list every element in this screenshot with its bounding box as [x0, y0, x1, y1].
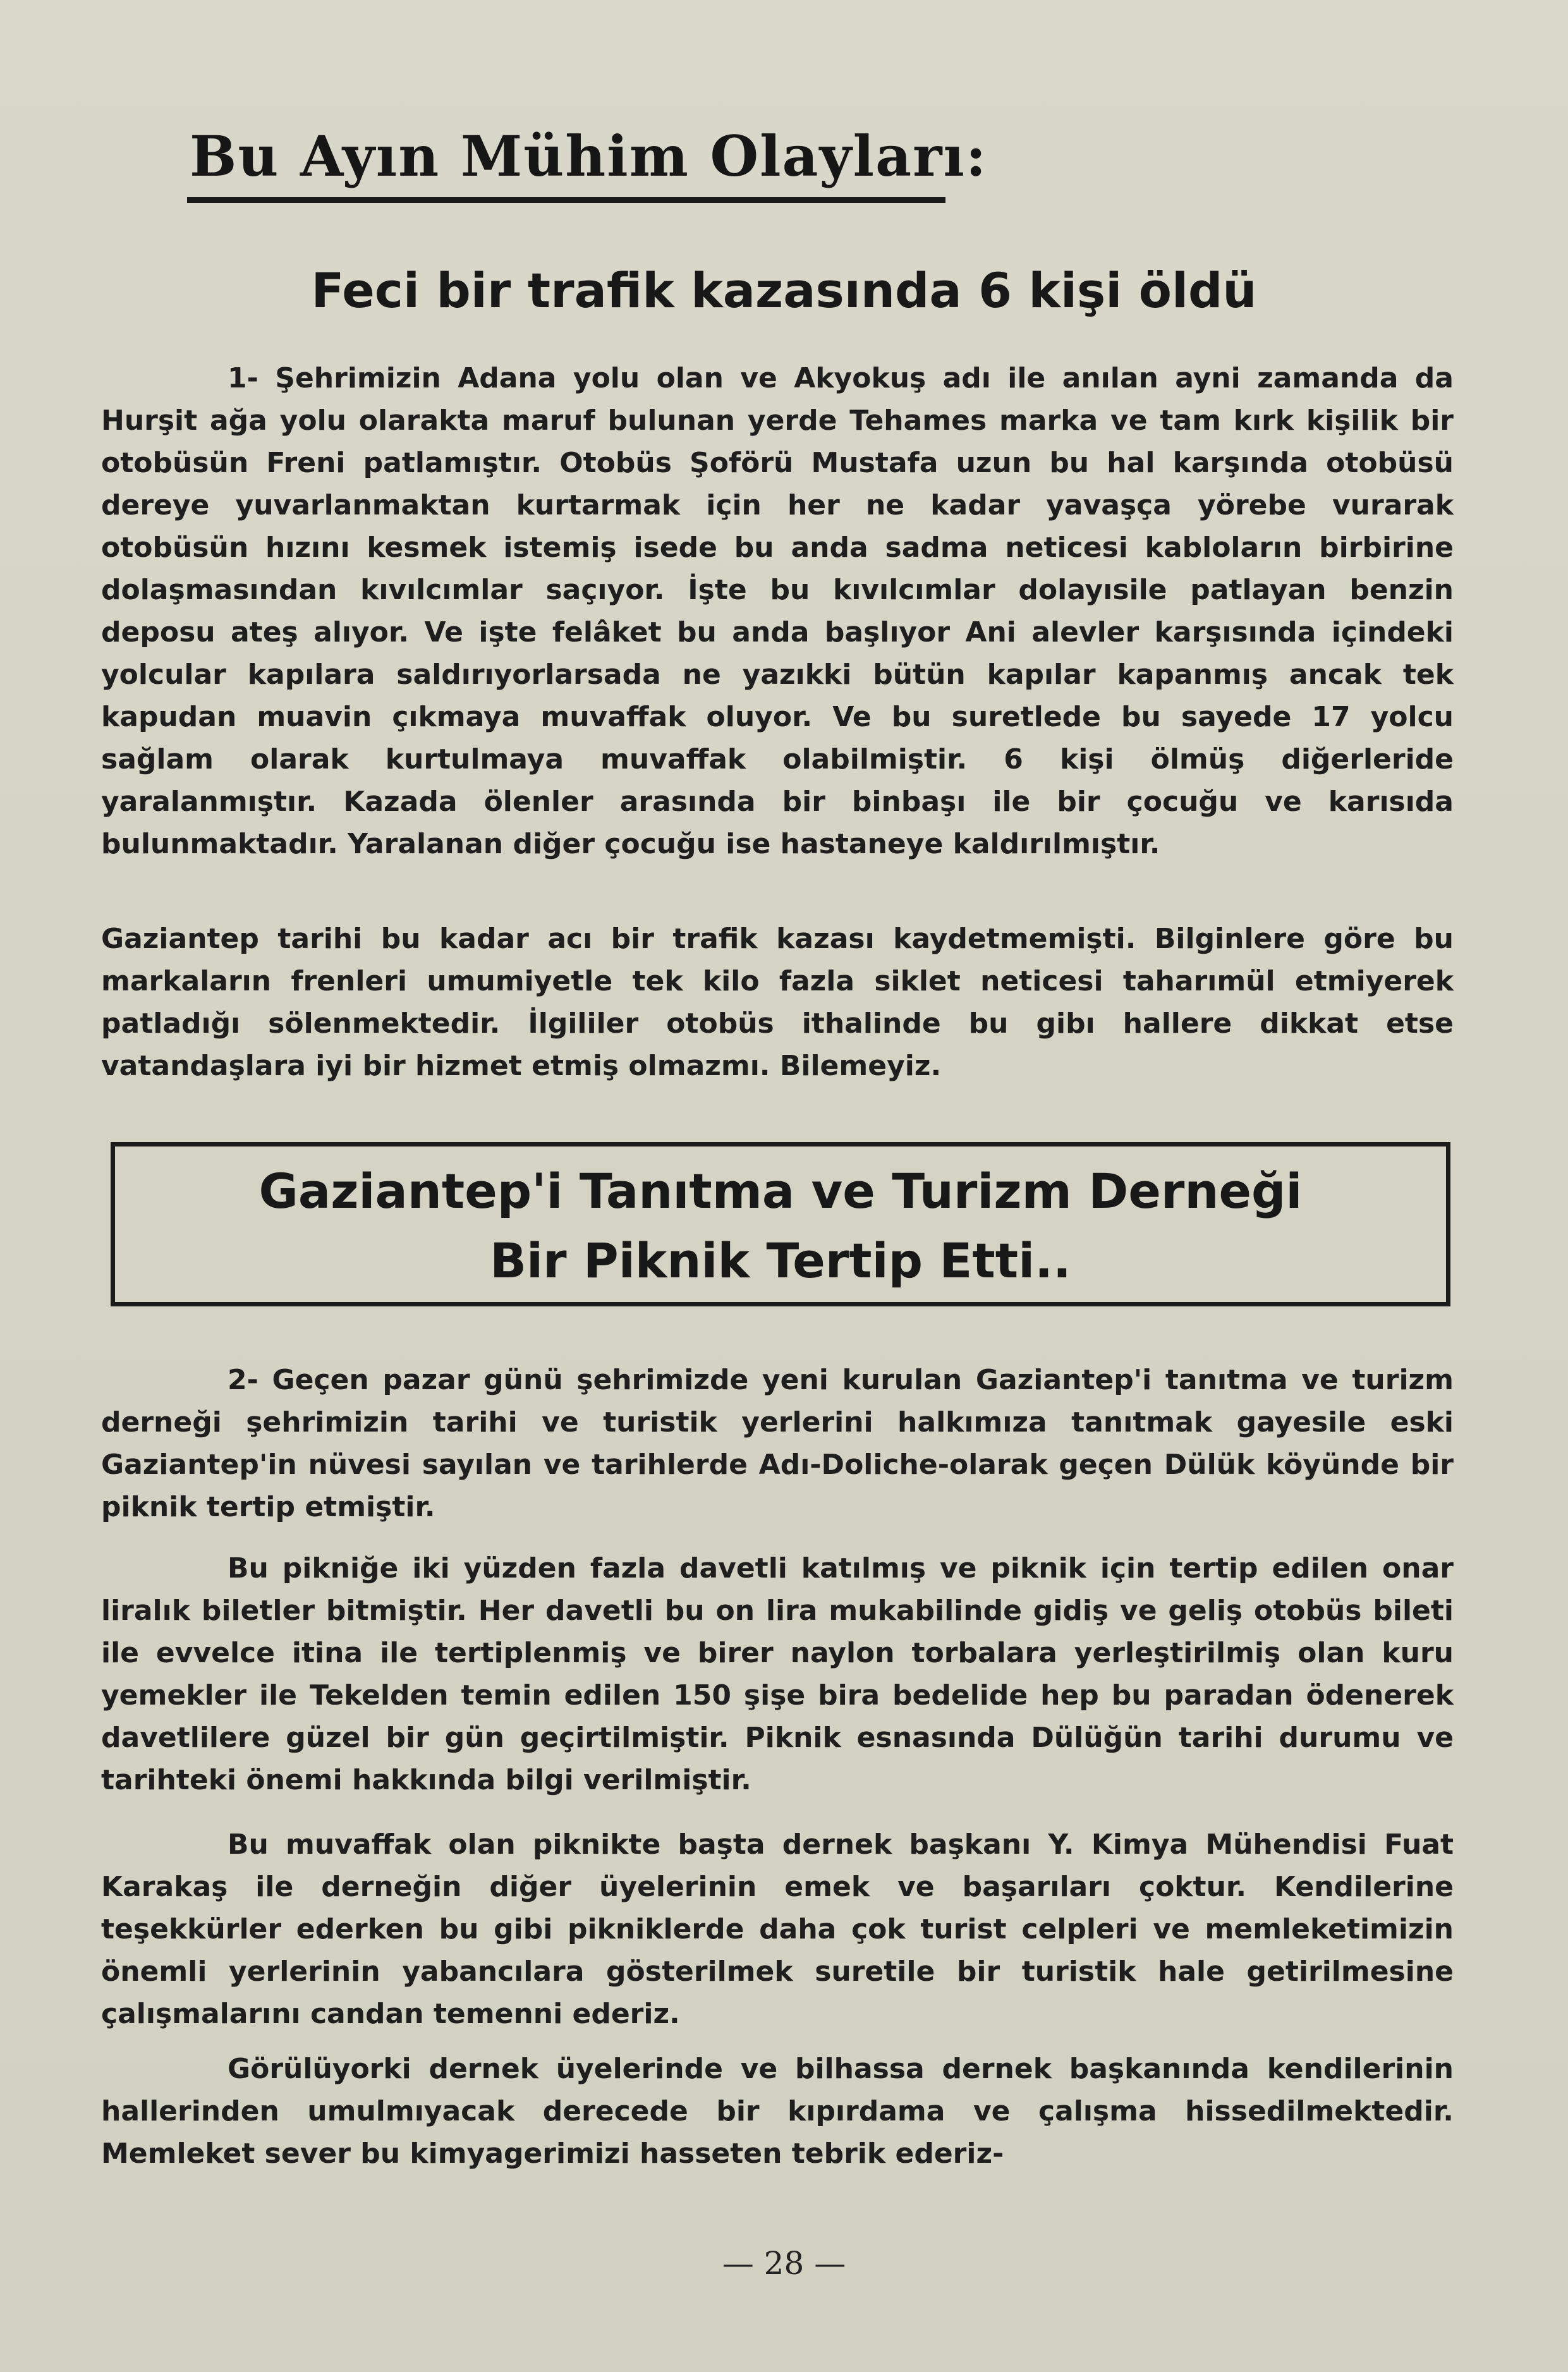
article2-headline-line2: Bir Piknik Tertip Etti..	[490, 1232, 1071, 1289]
article1-headline: Feci bir trafik kazasında 6 kişi öldü	[311, 262, 1257, 319]
article2-headline	[111, 1157, 1450, 1296]
page-number: — 28 —	[722, 2245, 846, 2282]
article2-paragraph-4: Görülüyorki dernek üyelerinde ve bilhassa dernek başkanında kendilerinin hallerinden umulmıyacak derecede bir kıpırdama ve çalışma hissedilmektedir. Memleket sever bu kimyagerimizi hasseten tebrik ederiz-	[101, 2053, 1454, 2170]
article2-paragraph-3: Bu muvaffak olan piknikte başta dernek başkanı Y. Kimya Mühendisi Fuat Karakaş ile derneğin diğer üyelerinin emek ve başarıları çoktur. Kendilerine teşekkürler ederken bu gibi pikniklerde daha çok turist celpleri ve memleketimizin önemli yerlerinin yabancılara gösterilmek suretile bir turistik hale getirilmesine çalışmalarını candan temenni ederiz.	[101, 1828, 1454, 2030]
section-title: Bu Ayın Mühim Olayları:	[190, 123, 988, 189]
article2-headline-line1: Gaziantep'i Tanıtma ve Turizm Derneği	[258, 1163, 1303, 1219]
article1-paragraph-1: 1- Şehrimizin Adana yolu olan ve Akyokuş adı ile anılan ayni zamanda da Hurşit ağa yolu olarakta maruf bulunan yerde Tehames marka ve tam kırk kişilik bir otobüsün Freni patlamıştır. Otobüs Şoförü Mustafa uzun bu hal karşında otobüsü dereye yuvarlanmaktan kurtarmak için her ne kadar yavaşça yörebe vurarak otobüsün hızını kesmek istemiş isede bu anda sadma neticesi kabloların birbirine dolaşmasından kıvılcımlar saçıyor. İşte bu kıvılcımlar dolayısile patlayan benzin deposu ateş alıyor. Ve işte felâket bu anda başlıyor Ani alevler karşısında içindeki yolcular kapılara saldırıyorlarsada ne yazıkki bütün kapılar kapanmış ancak tek kapudan muavin çıkmaya muvaffak oluyor. Ve bu suretlede bu sayede 17 yolcu sağlam olarak kurtulmaya muvaffak olabilmiştir. 6 kişi ölmüş diğerleride yaralanmıştır. Kazada ölenler arasında bir binbaşı ile bir çocuğu ve karısıda bulunmaktadır. Yaralanan diğer çocuğu ise hastaneye kaldırılmıştır.	[101, 362, 1454, 860]
article1-paragraph-2: Gaziantep tarihi bu kadar acı bir trafik kazası kaydetmemişti. Bilginlere göre bu markaların frenleri umumiyetle tek kilo fazla siklet neticesi taharımül etmiyerek patladığı sölenmektedir. İlgililer otobüs ithalinde bu gibı hallere dikkat etse vatandaşlara iyi bir hizmet etmiş olmazmı. Bilemeyiz.	[101, 923, 1454, 1082]
title-underline	[187, 197, 945, 203]
article2-paragraph-2: Bu pikniğe iki yüzden fazla davetli katılmış ve piknik için tertip edilen onar liralık biletler bitmiştir. Her davetli bu on lira mukabilinde gidiş ve geliş otobüs bileti ile evvelce itina ile tertiplenmiş ve birer naylon torbalara yerleştirilmiş olan kuru yemekler ile Tekelden temin edilen 150 şişe bira bedelide hep bu paradan ödenerek davetlilere güzel bir gün geçirtilmiştir. Piknik esnasında Dülüğün tarihi durumu ve tarihteki önemi hakkında bilgi verilmiştir.	[101, 1552, 1454, 1796]
article2-paragraph-1: 2- Geçen pazar günü şehrimizde yeni kurulan Gaziantep'i tanıtma ve turizm derneği şehrimizin tarihi ve turistik yerlerini halkımıza tanıtmak gayesile eski Gaziantep'in nüvesi sayılan ve tarihlerde Adı-Doliche-olarak geçen Dülük köyünde bir piknik tertip etmiştir.	[101, 1364, 1454, 1523]
